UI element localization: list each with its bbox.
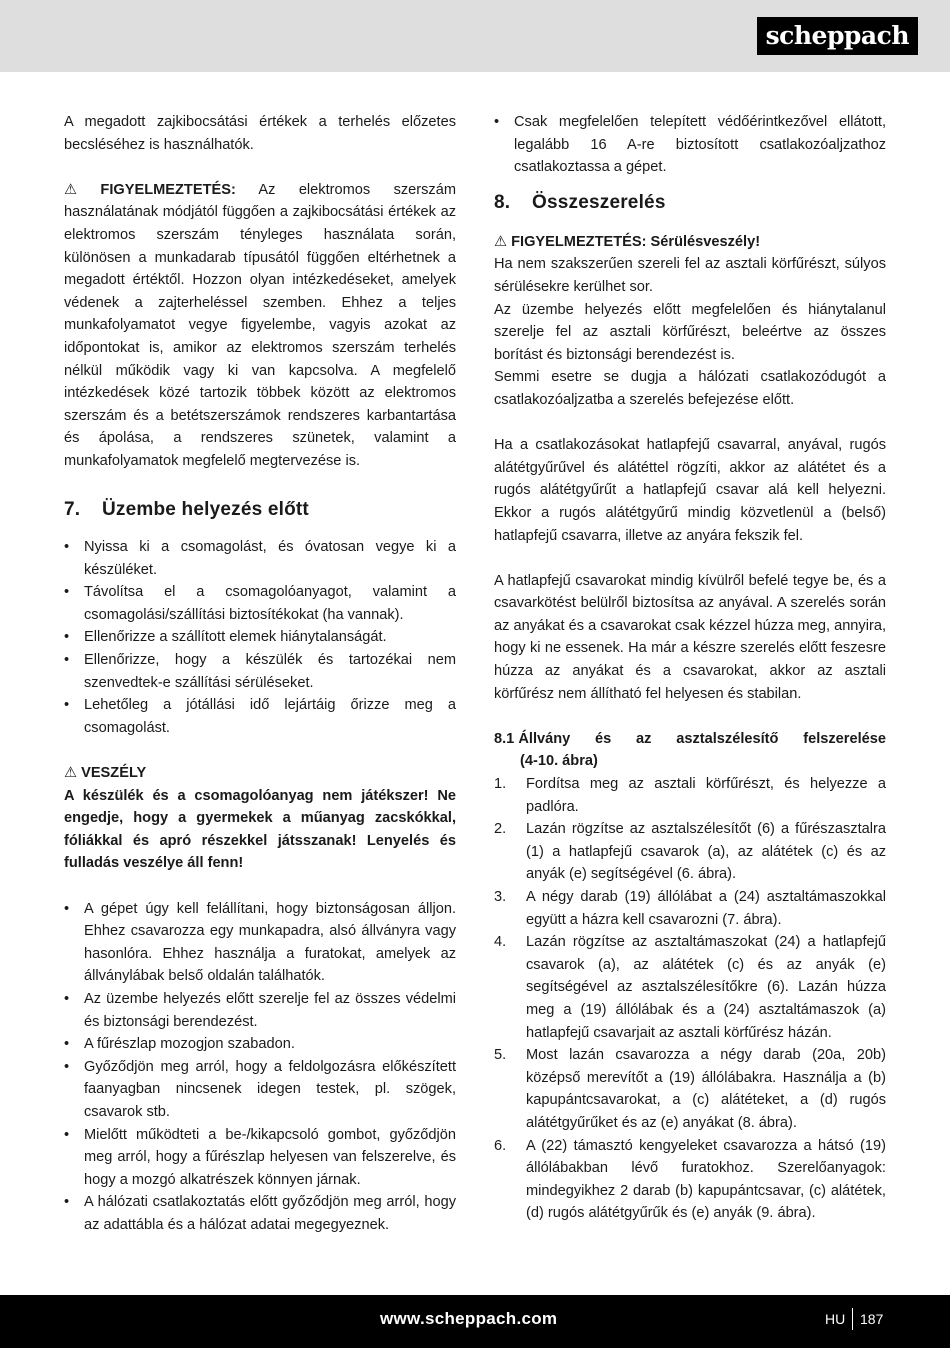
danger-text: A készülék és a csomagolóanyag nem játékszer! Ne engedje, hogy a gyermekek a műanyag zacskókkal, fóliákkal és apró részekkel játsszanak! Lenyelés és fulladás veszélye áll fenn! [64, 787, 456, 872]
heading-word: asztalszélesítő [676, 730, 779, 747]
heading-word: és [595, 730, 612, 747]
intro-paragraph: A megadott zajkibocsátási értékek a terhelés előzetes becsléséhez is használhatók. [64, 114, 456, 153]
danger-title: VESZÉLY [81, 765, 147, 782]
warning-line: Ha nem szakszerűen szereli fel az asztali körfűrészt, súlyos sérülésekre kerülhet sor. [494, 256, 886, 295]
list-item: • Lehetőleg a jótállási idő lejártáig őrizze meg a csomagolást. [64, 694, 456, 739]
setup-list [64, 898, 456, 1237]
warning-triangle-icon: ⚠ [64, 765, 78, 782]
page-header [0, 0, 950, 72]
language-code: HU [825, 1311, 846, 1327]
warning-title: FIGYELMEZTETÉS: [100, 181, 236, 198]
warning-triangle-icon: ⚠ [64, 181, 97, 198]
section-7-heading [64, 498, 456, 522]
footer-divider [852, 1308, 853, 1330]
step-item: 1. Fordítsa meg az asztali körfűrészt, és helyezze a padlóra. [494, 776, 886, 815]
section-8-heading [494, 191, 886, 215]
page-footer [0, 1295, 950, 1348]
section-title: Összeszerelés [532, 191, 666, 213]
warning-triangle-icon: ⚠ [494, 233, 508, 250]
page-number: 187 [860, 1311, 884, 1327]
left-column [64, 111, 456, 1237]
step-item: 6. A (22) támasztó kengyeleket csavarozza a hátsó (19) állólábakban lévő furatokhoz. Szerelőanyagok: mindegyikhez 2 darab (b) kapupántcsavar, (c) alátétek, (d) rugós alátétgyűrűk és (e) anyák (9. ábra). [494, 1137, 886, 1222]
warning-line: Az üzembe helyezés előtt megfelelően és hiánytalanul szerelje fel az asztali körfűrészt, beleértve az összes borítást és biztonsági berendezést is. [494, 301, 886, 363]
list-item: • Ellenőrizze a szállított elemek hiánytalanságát. [64, 626, 456, 649]
list-item: • Győződjön meg arról, hogy a feldolgozásra előkészített faanyagban nincsenek idegen testek, pl. szögek, csavarok stb. [64, 1056, 456, 1124]
list-item: • Az üzembe helyezés előtt szerelje fel az összes védelmi és biztonsági berendezést. [64, 988, 456, 1033]
list-item: • A hálózati csatlakoztatás előtt győződjön meg arról, hogy az adattábla és a hálózat adatai megegyeznek. [64, 1191, 456, 1236]
list-item: • Csak megfelelően telepített védőérintkezővel ellátott, legalább 16 A-re biztosított csatlakozóaljzathoz csatlakoztassa a gépet. [494, 111, 886, 179]
list-item: • A fűrészlap mozogjon szabadon. [64, 1033, 456, 1056]
heading-word: az [636, 730, 652, 747]
heading-word: felszerelése [803, 730, 886, 747]
step-item: 2. Lazán rögzítse az asztalszélesítőt (6) a fűrészasztalra (1) a hatlapfejű csavarok (a), az alátétek (c) és az anyák (e) segítségével (6. ábra). [494, 821, 886, 883]
danger-heading [64, 762, 456, 785]
step-item: 4. Lazán rögzítse az asztaltámaszokat (24) a hatlapfejű csavarok (a), az alátétek (c) és az anyák (e) segítségével az asztalszélesítőkre (6). Lazán húzza meg a (19) állólábak és a (24) asztaltámaszok (a) hatlapfejű csavarjait az asztali körfűrész házán. [494, 934, 886, 1041]
warning-injury-heading [494, 231, 886, 254]
right-column [494, 111, 886, 1225]
brand-logo: scheppach [757, 17, 918, 55]
list-item: • Távolítsa el a csomagolóanyagot, valamint a csomagolási/szállítási biztosítékokat (ha vannak). [64, 581, 456, 626]
bolt-paragraph: A hatlapfejű csavarokat mindig kívülről befelé tegye be, és a csavarkötést belülről biztosítsa az anyával. A szerelés során az anyákat és a csavarokat csak kézzel húzza meg, annyira, hogy ki ne essenek. Ha már a készre szerelés előtt feszesre húzza az anyákat és a csavarokat, akkor az asztali körfűrész nem állítható fel helyesen és stabilan. [494, 572, 886, 702]
washer-paragraph: Ha a csatlakozásokat hatlapfejű csavarral, anyával, rugós alátétgyűrűvel és alátéttel rögzíti, akkor az alátétet és a rugós alátétgyűrűt a hatlapfejű csavar alá kell helyezni. Ekkor a rugós alátétgyűrű mindig közvetlenül a (belső) hatlapfejű csavarra, illetve az anyára fekszik fel. [494, 437, 886, 544]
warning-text: Az elektromos szerszám használatának módjától függően a zajkibocsátási értékek az elektromos szerszám tényleges használata során, különösen a munkadarab típusától függően eltérhetnek a megadott értéktől. Hozzon olyan intézkedéseket, amelyek védenek a zajterheléssel szemben. Ehhez a teljes munkafolyamatot vegye figyelembe, vagyis azokat az időpontokat is, amikor az elektromos szerszám terhelés nélkül működik vagy ki van kapcsolva. A megfelelő intézkedések közé tartozik többek között az elektromos szerszám és a betétszerszámok rendszeres karbantartása és ápolása, a rendszeres szünetek, valamint a munkafolyamatok megfelelő megtervezése is. [64, 181, 457, 469]
warning-noise [64, 179, 456, 473]
assembly-steps [494, 773, 886, 1225]
warning-title: FIGYELMEZTETÉS: Sérülésveszély! [511, 233, 761, 250]
list-item: • Nyissa ki a csomagolást, és óvatosan vegye ki a készüléket. [64, 536, 456, 581]
section-number: 8. [494, 191, 511, 213]
website-link[interactable]: www.scheppach.com [380, 1309, 558, 1328]
subsection-8-1-heading [494, 728, 886, 773]
list-item: • Mielőtt működteti a be-/kikapcsoló gombot, győződjön meg arról, hogy a fűrészlap helyesen van felszerelve, és hogy a mozgó alkatrészek könnyen járnak. [64, 1124, 456, 1192]
power-list [494, 111, 886, 179]
list-item: • Ellenőrizze, hogy a készülék és tartozékai nem szenvedtek-e szállítási sérüléseket. [64, 649, 456, 694]
warning-line: Semmi esetre se dugja a hálózati csatlakozódugót a csatlakozóaljzatba a szerelés befejezése előtt. [494, 369, 886, 408]
section-7-list [64, 536, 456, 739]
list-item: • A gépet úgy kell felállítani, hogy biztonságosan álljon. Ehhez csavarozza egy munkapadra, alsó állványra vagy hasonlóra. Ehhez használja a furatokat, amelyek az állványlábak belső oldalán találhatók. [64, 898, 456, 988]
step-item: 3. A négy darab (19) állólábat a (24) asztaltámaszokkal együtt a házra kell csavarozni (7. ábra). [494, 889, 886, 928]
step-item: 5. Most lazán csavarozza a négy darab (20a, 20b) középső merevítőt a (19) állólábakra. Használja a (b) kapupántcsavarokat, a (c) alátéteket, a (d) rugós alátétgyűrűket és az (e) anyákat (8. ábra). [494, 1047, 886, 1131]
subsection-number-title-1: 8.1 Állvány [494, 730, 571, 747]
figure-reference: (4-10. ábra) [520, 753, 598, 770]
section-number: 7. [64, 499, 81, 521]
section-title: Üzembe helyezés előtt [102, 499, 309, 521]
